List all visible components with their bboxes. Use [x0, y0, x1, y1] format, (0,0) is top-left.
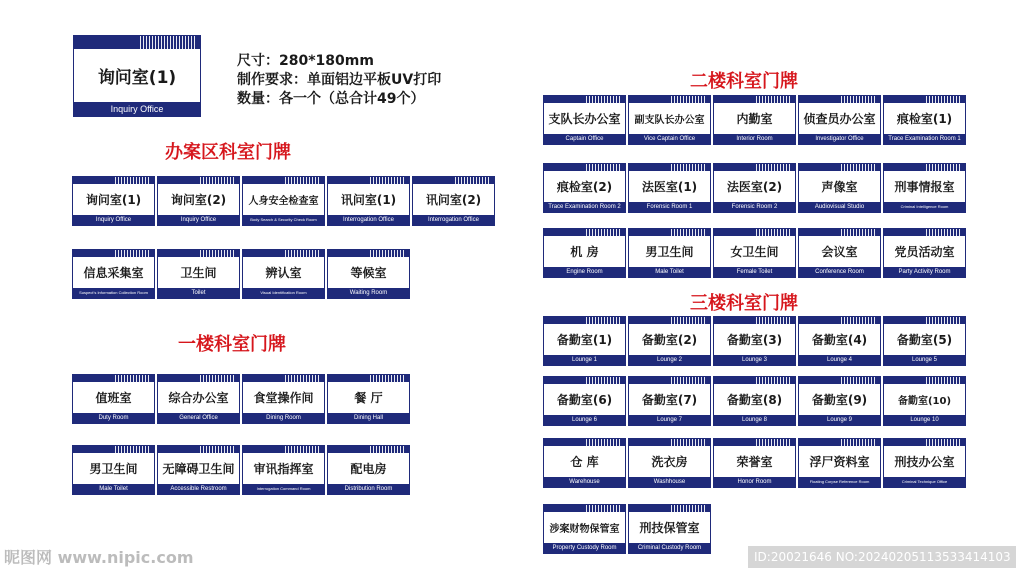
chevron-pattern-icon	[140, 36, 197, 49]
sign-english-label: Lounge 7	[629, 415, 710, 425]
sign-english-label: Male Toilet	[629, 267, 710, 277]
sign-english-label: General Office	[158, 413, 239, 423]
sign-top-bar	[243, 446, 324, 453]
sign-chinese-label: 辨认室	[265, 266, 302, 280]
sign-chinese-label: 综合办公室	[168, 391, 229, 405]
chevron-pattern-icon	[586, 505, 622, 512]
chevron-pattern-icon	[841, 96, 877, 103]
door-sign	[242, 445, 325, 495]
sign-english-label: Lounge 4	[799, 355, 880, 365]
chevron-pattern-icon	[841, 229, 877, 236]
sign-chinese-label: 询问室(1)	[85, 193, 142, 207]
sign-english-label: Distribution Room	[328, 484, 409, 494]
door-sign	[883, 316, 966, 366]
chevron-pattern-icon	[671, 96, 707, 103]
sign-english-label: Conference Room	[799, 267, 880, 277]
sign-top-bar	[328, 177, 409, 184]
sign-chinese-label: 支队长办公室	[548, 112, 621, 126]
sign-chinese-label: 等候室	[350, 266, 387, 280]
sign-top-bar	[73, 250, 154, 257]
sign-english-label: Interrogation Command Room	[243, 484, 324, 494]
sign-english-label: Female Toilet	[714, 267, 795, 277]
sign-english-label: Floating Corpse Reference Room	[799, 477, 880, 487]
sign-chinese-label: 机 房	[570, 245, 599, 259]
sign-top-bar	[74, 36, 200, 49]
door-sign	[327, 445, 410, 495]
door-sign	[543, 163, 626, 213]
chevron-pattern-icon	[671, 164, 707, 171]
sign-chinese-label: 备勤室(2)	[641, 333, 698, 347]
sign-chinese-label: 讯问室(1)	[340, 193, 397, 207]
chevron-pattern-icon	[200, 177, 236, 184]
sign-english-label: Lounge 6	[544, 415, 625, 425]
chevron-pattern-icon	[586, 377, 622, 384]
sign-english-label: Lounge 8	[714, 415, 795, 425]
sign-top-bar	[243, 177, 324, 184]
sign-english-label: Accessible Restroom	[158, 484, 239, 494]
sign-top-bar	[714, 164, 795, 171]
chevron-pattern-icon	[841, 164, 877, 171]
chevron-pattern-icon	[926, 96, 962, 103]
door-sign	[157, 445, 240, 495]
sign-chinese-label: 备勤室(8)	[726, 393, 783, 407]
chevron-pattern-icon	[370, 446, 406, 453]
sign-chinese-label: 男卫生间	[89, 462, 138, 476]
sign-english-label: Property Custody Room	[544, 543, 625, 553]
sign-top-bar	[884, 164, 965, 171]
chevron-pattern-icon	[370, 177, 406, 184]
sign-english-label: Male Toilet	[73, 484, 154, 494]
sign-top-bar	[714, 439, 795, 446]
sign-top-bar	[544, 164, 625, 171]
door-sign	[713, 163, 796, 213]
sign-top-bar	[629, 377, 710, 384]
sign-top-bar	[544, 439, 625, 446]
sign-chinese-label: 卫生间	[180, 266, 217, 280]
chevron-pattern-icon	[756, 164, 792, 171]
sign-chinese-label: 刑事情报室	[894, 180, 955, 194]
door-sign	[543, 376, 626, 426]
door-sign	[628, 95, 711, 145]
watermark-id: ID:20021646 NO:20240205113533414103	[748, 546, 1016, 568]
sign-english-label: Lounge 5	[884, 355, 965, 365]
door-sign	[798, 438, 881, 488]
sign-chinese-label: 副支队长办公室	[634, 115, 705, 126]
door-sign	[883, 376, 966, 426]
door-sign	[713, 438, 796, 488]
sign-chinese-label: 询问室(1)	[97, 68, 177, 88]
door-sign	[798, 316, 881, 366]
sign-chinese-label: 荣誉室	[736, 455, 773, 469]
sign-top-bar	[158, 446, 239, 453]
sign-top-bar	[158, 250, 239, 257]
chevron-pattern-icon	[756, 317, 792, 324]
sign-top-bar	[73, 375, 154, 382]
sign-chinese-label: 党员活动室	[894, 245, 955, 259]
section-heading-floor2: 二楼科室门牌	[690, 71, 798, 92]
chevron-pattern-icon	[841, 317, 877, 324]
sign-english-label: Washhouse	[629, 477, 710, 487]
sign-english-label: Lounge 1	[544, 355, 625, 365]
chevron-pattern-icon	[841, 439, 877, 446]
sign-top-bar	[884, 377, 965, 384]
sign-chinese-label: 女卫生间	[730, 245, 779, 259]
sign-chinese-label: 信息采集室	[83, 266, 144, 280]
door-sign	[883, 438, 966, 488]
chevron-pattern-icon	[285, 250, 321, 257]
sign-top-bar	[884, 317, 965, 324]
chevron-pattern-icon	[586, 96, 622, 103]
door-sign	[543, 504, 626, 554]
door-sign	[713, 228, 796, 278]
sign-english-label: Forensic Room 2	[714, 202, 795, 212]
sign-chinese-label: 餐 厅	[354, 391, 383, 405]
spec-quantity: 数量：各一个（总合计49个）	[237, 91, 425, 107]
sign-top-bar	[544, 377, 625, 384]
sign-english-label: Lounge 10	[884, 415, 965, 425]
chevron-pattern-icon	[671, 505, 707, 512]
door-sign	[157, 249, 240, 299]
sign-chinese-label: 声像室	[821, 180, 858, 194]
door-sign	[327, 374, 410, 424]
sign-top-bar	[799, 317, 880, 324]
sign-chinese-label: 食堂操作间	[253, 391, 314, 405]
door-sign	[628, 376, 711, 426]
sign-top-bar	[884, 439, 965, 446]
sign-top-bar	[714, 229, 795, 236]
door-sign	[242, 249, 325, 299]
sign-top-bar	[413, 177, 494, 184]
door-sign	[157, 176, 240, 226]
door-sign	[543, 228, 626, 278]
chevron-pattern-icon	[370, 375, 406, 382]
sign-top-bar	[799, 377, 880, 384]
door-sign	[798, 228, 881, 278]
sign-chinese-label: 值班室	[95, 391, 132, 405]
sign-chinese-label: 审讯指挥室	[253, 462, 314, 476]
sign-top-bar	[158, 375, 239, 382]
chevron-pattern-icon	[285, 375, 321, 382]
sign-top-bar	[73, 446, 154, 453]
sign-top-bar	[544, 505, 625, 512]
sign-chinese-label: 会议室	[821, 245, 858, 259]
sign-chinese-label: 备勤室(7)	[641, 393, 698, 407]
sign-chinese-label: 备勤室(5)	[896, 333, 953, 347]
sign-top-bar	[629, 317, 710, 324]
door-sign	[543, 316, 626, 366]
chevron-pattern-icon	[671, 317, 707, 324]
chevron-pattern-icon	[115, 177, 151, 184]
chevron-pattern-icon	[756, 377, 792, 384]
sign-english-label: Warehouse	[544, 477, 625, 487]
sign-english-label: Forensic Room 1	[629, 202, 710, 212]
sign-english-label: Lounge 9	[799, 415, 880, 425]
sign-english-label: Vice Captain Office	[629, 134, 710, 144]
sign-top-bar	[73, 177, 154, 184]
chevron-pattern-icon	[200, 250, 236, 257]
chevron-pattern-icon	[926, 377, 962, 384]
sign-chinese-label: 侦查员办公室	[803, 112, 876, 126]
chevron-pattern-icon	[926, 439, 962, 446]
sign-english-label: Lounge 3	[714, 355, 795, 365]
chevron-pattern-icon	[756, 439, 792, 446]
sign-chinese-label: 无障碍卫生间	[162, 462, 235, 476]
sign-chinese-label: 涉案财物保管室	[549, 524, 620, 535]
chevron-pattern-icon	[200, 375, 236, 382]
sign-english-label: Interrogation Office	[328, 215, 409, 225]
sign-chinese-label: 备勤室(3)	[726, 333, 783, 347]
sign-english-label: Waiting Room	[328, 288, 409, 298]
chevron-pattern-icon	[115, 375, 151, 382]
door-sign	[883, 163, 966, 213]
sign-top-bar	[799, 439, 880, 446]
sign-english-label: Captain Office	[544, 134, 625, 144]
sign-english-label: Duty Room	[73, 413, 154, 423]
sign-english-label: Trace Examination Room 1	[884, 134, 965, 144]
sign-top-bar	[714, 377, 795, 384]
sign-top-bar	[328, 375, 409, 382]
chevron-pattern-icon	[926, 317, 962, 324]
door-sign	[72, 445, 155, 495]
sign-chinese-label: 备勤室(6)	[556, 393, 613, 407]
sign-top-bar	[328, 446, 409, 453]
sign-top-bar	[884, 96, 965, 103]
sign-english-label: Suspect’s Information Collection Room	[73, 288, 154, 298]
sign-english-label: Investigator Office	[799, 134, 880, 144]
door-sign	[242, 176, 325, 226]
door-sign	[628, 228, 711, 278]
door-sign	[713, 316, 796, 366]
sign-chinese-label: 备勤室(10)	[897, 396, 952, 407]
sign-chinese-label: 配电房	[350, 462, 387, 476]
sign-chinese-label: 备勤室(1)	[556, 333, 613, 347]
sign-english-label: Interior Room	[714, 134, 795, 144]
sign-top-bar	[544, 96, 625, 103]
section-heading-floor1: 一楼科室门牌	[178, 334, 286, 355]
sign-english-label: Engine Room	[544, 267, 625, 277]
sign-english-label: Audiovisual Studio	[799, 202, 880, 212]
door-sign	[798, 376, 881, 426]
chevron-pattern-icon	[841, 377, 877, 384]
sign-top-bar	[328, 250, 409, 257]
sign-top-bar	[158, 177, 239, 184]
chevron-pattern-icon	[756, 229, 792, 236]
sign-chinese-label: 人身安全检查室	[248, 196, 319, 207]
chevron-pattern-icon	[586, 229, 622, 236]
sign-english-label: Honor Room	[714, 477, 795, 487]
sign-chinese-label: 仓 库	[570, 455, 599, 469]
sign-chinese-label: 法医室(2)	[726, 180, 783, 194]
sign-english-label: Toilet	[158, 288, 239, 298]
header-sample-sign	[73, 35, 201, 117]
chevron-pattern-icon	[586, 164, 622, 171]
chevron-pattern-icon	[671, 439, 707, 446]
sign-top-bar	[799, 164, 880, 171]
chevron-pattern-icon	[586, 439, 622, 446]
door-sign	[72, 374, 155, 424]
chevron-pattern-icon	[586, 317, 622, 324]
sign-chinese-label: 刑技办公室	[894, 455, 955, 469]
sign-chinese-label: 浮尸资料室	[809, 455, 870, 469]
sign-top-bar	[629, 164, 710, 171]
sign-english-label: Inquiry Office	[158, 215, 239, 225]
sign-top-bar	[629, 505, 710, 512]
sign-top-bar	[799, 96, 880, 103]
chevron-pattern-icon	[926, 229, 962, 236]
sign-top-bar	[243, 375, 324, 382]
section-heading-floor3: 三楼科室门牌	[690, 293, 798, 314]
sign-top-bar	[714, 96, 795, 103]
door-sign	[628, 504, 711, 554]
door-sign	[798, 95, 881, 145]
door-sign	[327, 176, 410, 226]
door-sign	[72, 249, 155, 299]
sign-english-label: Inquiry Office	[73, 215, 154, 225]
chevron-pattern-icon	[200, 446, 236, 453]
sign-english-label: Dining Room	[243, 413, 324, 423]
sign-chinese-label: 备勤室(4)	[811, 333, 868, 347]
sign-chinese-label: 痕检室(2)	[556, 180, 613, 194]
sign-english-label: Criminal Custody Room	[629, 543, 710, 553]
chevron-pattern-icon	[285, 177, 321, 184]
sign-top-bar	[544, 229, 625, 236]
sign-english-label: Lounge 2	[629, 355, 710, 365]
sign-english-label: Criminal Intelligence Room	[884, 202, 965, 212]
door-sign	[628, 438, 711, 488]
door-sign	[72, 176, 155, 226]
sign-top-bar	[629, 96, 710, 103]
sign-chinese-label: 法医室(1)	[641, 180, 698, 194]
sign-english-label: Criminal Technique Office	[884, 477, 965, 487]
section-heading-case-area: 办案区科室门牌	[165, 142, 291, 163]
door-sign	[713, 376, 796, 426]
door-sign	[327, 249, 410, 299]
sign-top-bar	[799, 229, 880, 236]
sign-top-bar	[629, 439, 710, 446]
spec-requirement: 制作要求：单面铝边平板UV打印	[237, 72, 442, 88]
chevron-pattern-icon	[756, 96, 792, 103]
door-sign	[242, 374, 325, 424]
sign-top-bar	[884, 229, 965, 236]
door-sign	[713, 95, 796, 145]
sign-top-bar	[243, 250, 324, 257]
sign-english-label: Body Search & Security Check Room	[243, 215, 324, 225]
sign-chinese-label: 男卫生间	[645, 245, 694, 259]
door-sign	[798, 163, 881, 213]
watermark-site: 昵图网 www.nipic.com	[4, 548, 194, 567]
door-sign	[157, 374, 240, 424]
sign-english-label: Visual Identification Room	[243, 288, 324, 298]
chevron-pattern-icon	[115, 250, 151, 257]
door-sign	[883, 228, 966, 278]
door-sign	[543, 438, 626, 488]
sign-english-label: Party Activity Room	[884, 267, 965, 277]
sign-chinese-label: 询问室(2)	[170, 193, 227, 207]
door-sign	[628, 163, 711, 213]
spec-size: 尺寸：280*180mm	[237, 53, 374, 69]
sign-chinese-label: 刑技保管室	[639, 521, 700, 535]
sign-chinese-label: 痕检室(1)	[896, 112, 953, 126]
chevron-pattern-icon	[370, 250, 406, 257]
sign-top-bar	[544, 317, 625, 324]
chevron-pattern-icon	[285, 446, 321, 453]
sign-chinese-label: 内勤室	[736, 112, 773, 126]
chevron-pattern-icon	[671, 229, 707, 236]
sign-english-label: Inquiry Office	[74, 102, 200, 116]
chevron-pattern-icon	[671, 377, 707, 384]
chevron-pattern-icon	[115, 446, 151, 453]
chevron-pattern-icon	[926, 164, 962, 171]
door-sign	[883, 95, 966, 145]
sign-top-bar	[629, 229, 710, 236]
sign-english-label: Dining Hall	[328, 413, 409, 423]
sign-chinese-label: 讯问室(2)	[425, 193, 482, 207]
sign-english-label: Trace Examination Room 2	[544, 202, 625, 212]
sign-chinese-label: 备勤室(9)	[811, 393, 868, 407]
sign-chinese-label: 洗衣房	[651, 455, 688, 469]
door-sign	[543, 95, 626, 145]
chevron-pattern-icon	[455, 177, 491, 184]
sign-english-label: Interrogation Office	[413, 215, 494, 225]
door-sign	[628, 316, 711, 366]
sign-top-bar	[714, 317, 795, 324]
door-sign	[412, 176, 495, 226]
